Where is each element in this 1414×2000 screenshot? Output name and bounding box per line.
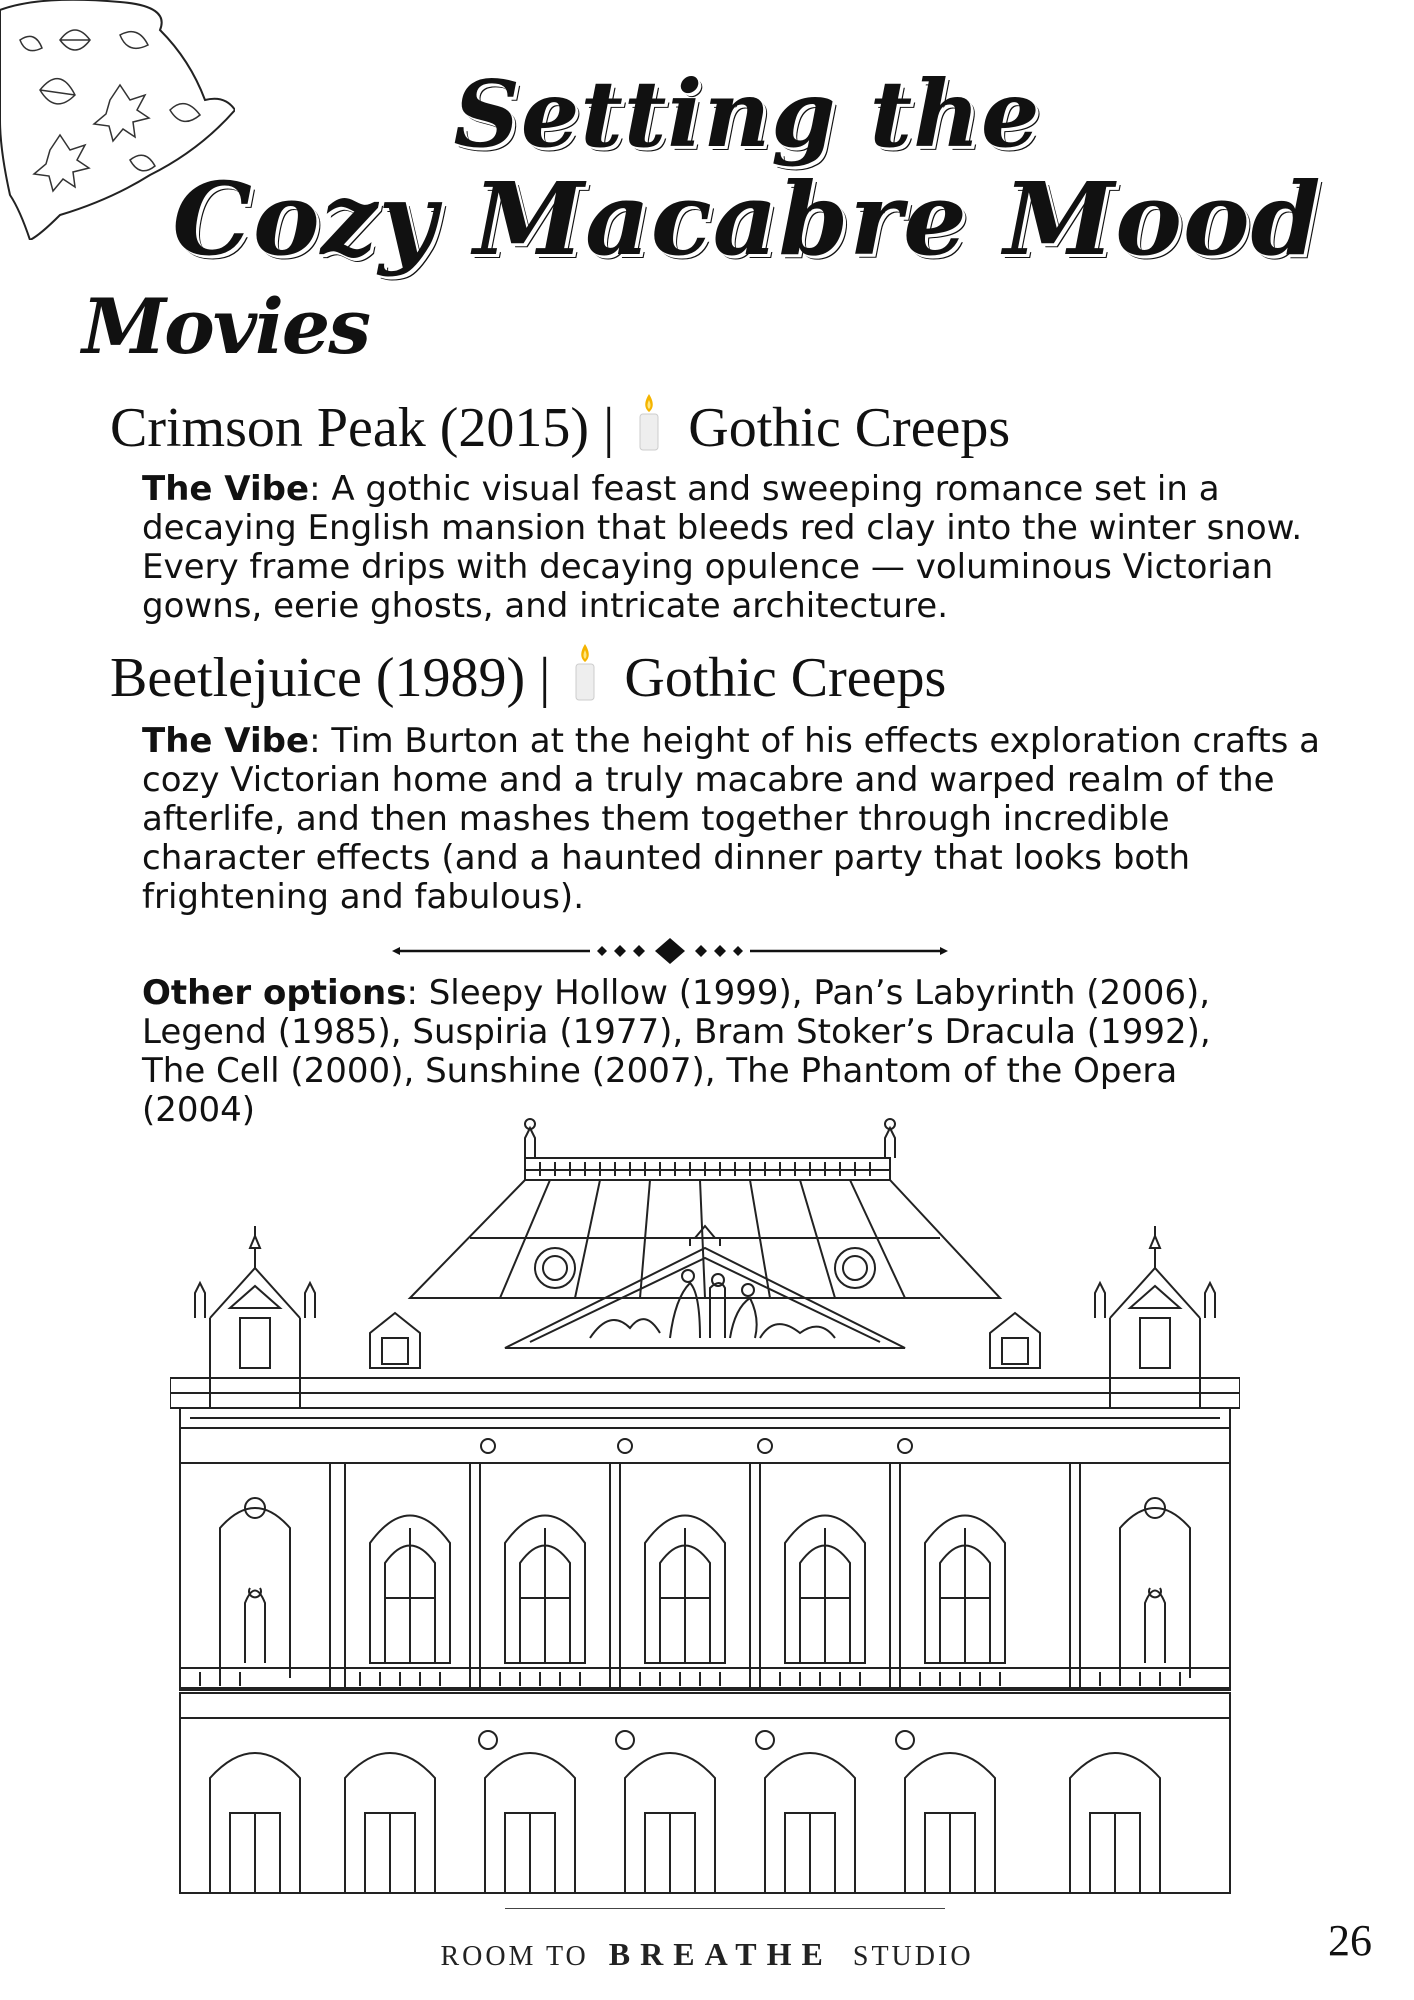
candle-icon <box>634 392 664 466</box>
movie-title-crimson-peak <box>110 392 1010 466</box>
footer-brand-left: ROOM TO <box>440 1941 589 1972</box>
other-options <box>142 974 1242 1130</box>
footer-brand-middle: BREATHE <box>608 1936 833 1972</box>
movie-title-text: Crimson Peak (2015) | <box>110 397 615 459</box>
movie-description-beetlejuice <box>142 722 1332 917</box>
candle-icon <box>570 642 600 716</box>
vibe-text: : Tim Burton at the height of his effects exploration crafts a cozy Victorian home and a truly macabre and warped realm of the afterlife, and then mashes them together through incredible character effects (and a haunted dinner party that looks both frightening and fabulous). <box>142 721 1321 917</box>
other-options-label: Other options <box>142 973 407 1013</box>
vibe-text: : A gothic visual feast and sweeping romance set in a decaying English mansion that bleeds red clay into the winter snow. Every frame drips with decaying opulence — voluminous Victorian gowns, eerie ghosts, and intricate architecture. <box>142 469 1303 626</box>
movie-title-text: Beetlejuice (1989) | <box>110 647 551 709</box>
ornamental-divider <box>390 938 950 964</box>
opera-house-illustration <box>170 1118 1240 1898</box>
page-number: 26 <box>1328 1916 1372 1965</box>
footer-rule <box>505 1908 945 1909</box>
section-heading-movies: Movies <box>82 282 369 371</box>
other-options-text: : Sleepy Hollow (1999), Pan’s Labyrinth (2006), Legend (1985), Suspiria (1977), Bram Stoker’s Dracula (1992), The Cell (2000), Sunshine (2007), The Phantom of the Opera (2004) <box>142 973 1211 1130</box>
page-title-line-1: Setting the <box>453 60 1041 168</box>
footer-brand <box>0 1936 1414 1973</box>
vibe-label: The Vibe <box>142 469 310 509</box>
movie-category: Gothic Creeps <box>624 647 947 709</box>
movie-category: Gothic Creeps <box>688 397 1011 459</box>
movie-title-beetlejuice <box>110 642 946 716</box>
vibe-label: The Vibe <box>142 721 310 761</box>
footer-brand-right: STUDIO <box>852 1941 974 1972</box>
page-title-line-2: Cozy Macabre Mood <box>172 160 1322 278</box>
movie-description-crimson-peak <box>142 470 1332 626</box>
